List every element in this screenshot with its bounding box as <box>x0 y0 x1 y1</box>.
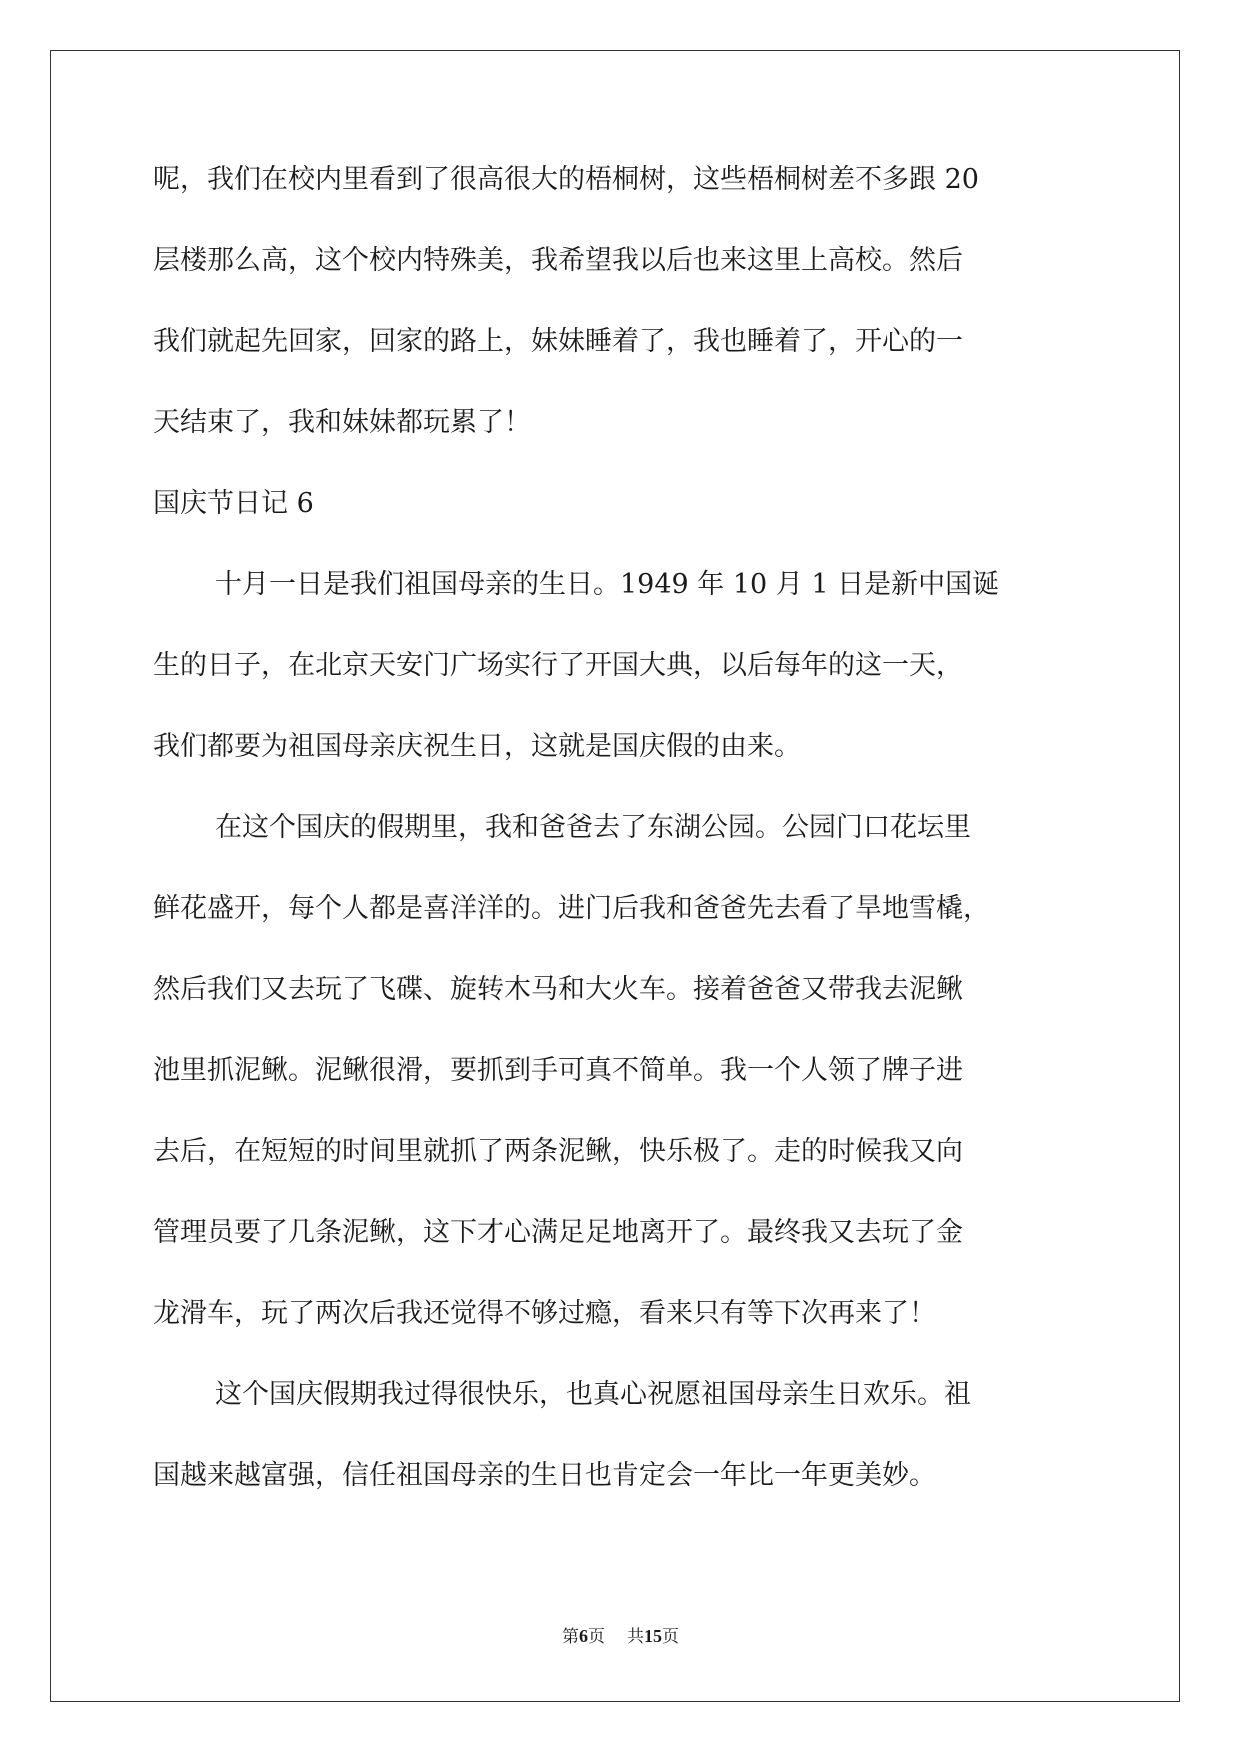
page-number: 6 <box>579 1626 588 1646</box>
text-line: 在这个国庆的假期里，我和爸爸去了东湖公园。公园门口花坛里 <box>215 812 971 843</box>
text-line: 鲜花盛开，每个人都是喜洋洋的。进门后我和爸爸先去看了旱地雪橇， <box>153 893 990 924</box>
section-heading <box>153 484 1083 565</box>
page-footer <box>0 1624 1241 1649</box>
paragraph <box>153 1375 1083 1537</box>
text-line: 我们就起先回家，回家的路上，妹妹睡着了，我也睡着了，开心的一 <box>153 326 963 357</box>
paragraph <box>153 160 1083 484</box>
text-line: 生的日子，在北京天安门广场实行了开国大典，以后每年的这一天， <box>153 650 963 681</box>
paragraph <box>153 565 1083 808</box>
text-line: 十月一日是我们祖国母亲的生日。1949 年 10 月 1 日是新中国诞 <box>215 569 1000 600</box>
text-line: 呢，我们在校内里看到了很高很大的梧桐树，这些梧桐树差不多跟 20 <box>153 164 979 195</box>
total-pages: 15 <box>644 1626 662 1646</box>
text-line: 层楼那么高，这个校内特殊美，我希望我以后也来这里上高校。然后 <box>153 245 963 276</box>
text-line: 国越来越富强，信任祖国母亲的生日也肯定会一年比一年更美妙。 <box>153 1460 936 1491</box>
page-label-suffix: 页 <box>588 1627 605 1647</box>
paragraph <box>153 808 1083 1375</box>
text-line: 我们都要为祖国母亲庆祝生日，这就是国庆假的由来。 <box>153 731 801 762</box>
total-label-suffix: 页 <box>662 1627 679 1647</box>
text-line: 池里抓泥鳅。泥鳅很滑，要抓到手可真不简单。我一个人领了牌子进 <box>153 1055 963 1086</box>
text-line: 去后，在短短的时间里就抓了两条泥鳅，快乐极了。走的时候我又向 <box>153 1136 963 1167</box>
text-line: 龙滑车，玩了两次后我还觉得不够过瘾，看来只有等下次再来了！ <box>153 1298 936 1329</box>
text-line: 这个国庆假期我过得很快乐，也真心祝愿祖国母亲生日欢乐。祖 <box>215 1379 971 1410</box>
diary-title: 国庆节日记 6 <box>153 488 314 519</box>
document-body <box>153 160 1083 1537</box>
page-label-prefix: 第 <box>562 1627 579 1647</box>
total-label-prefix: 共 <box>627 1627 644 1647</box>
text-line: 然后我们又去玩了飞碟、旋转木马和大火车。接着爸爸又带我去泥鳅 <box>153 974 963 1005</box>
text-line: 天结束了，我和妹妹都玩累了！ <box>153 407 531 438</box>
text-line: 管理员要了几条泥鳅，这下才心满足足地离开了。最终我又去玩了金 <box>153 1217 963 1248</box>
